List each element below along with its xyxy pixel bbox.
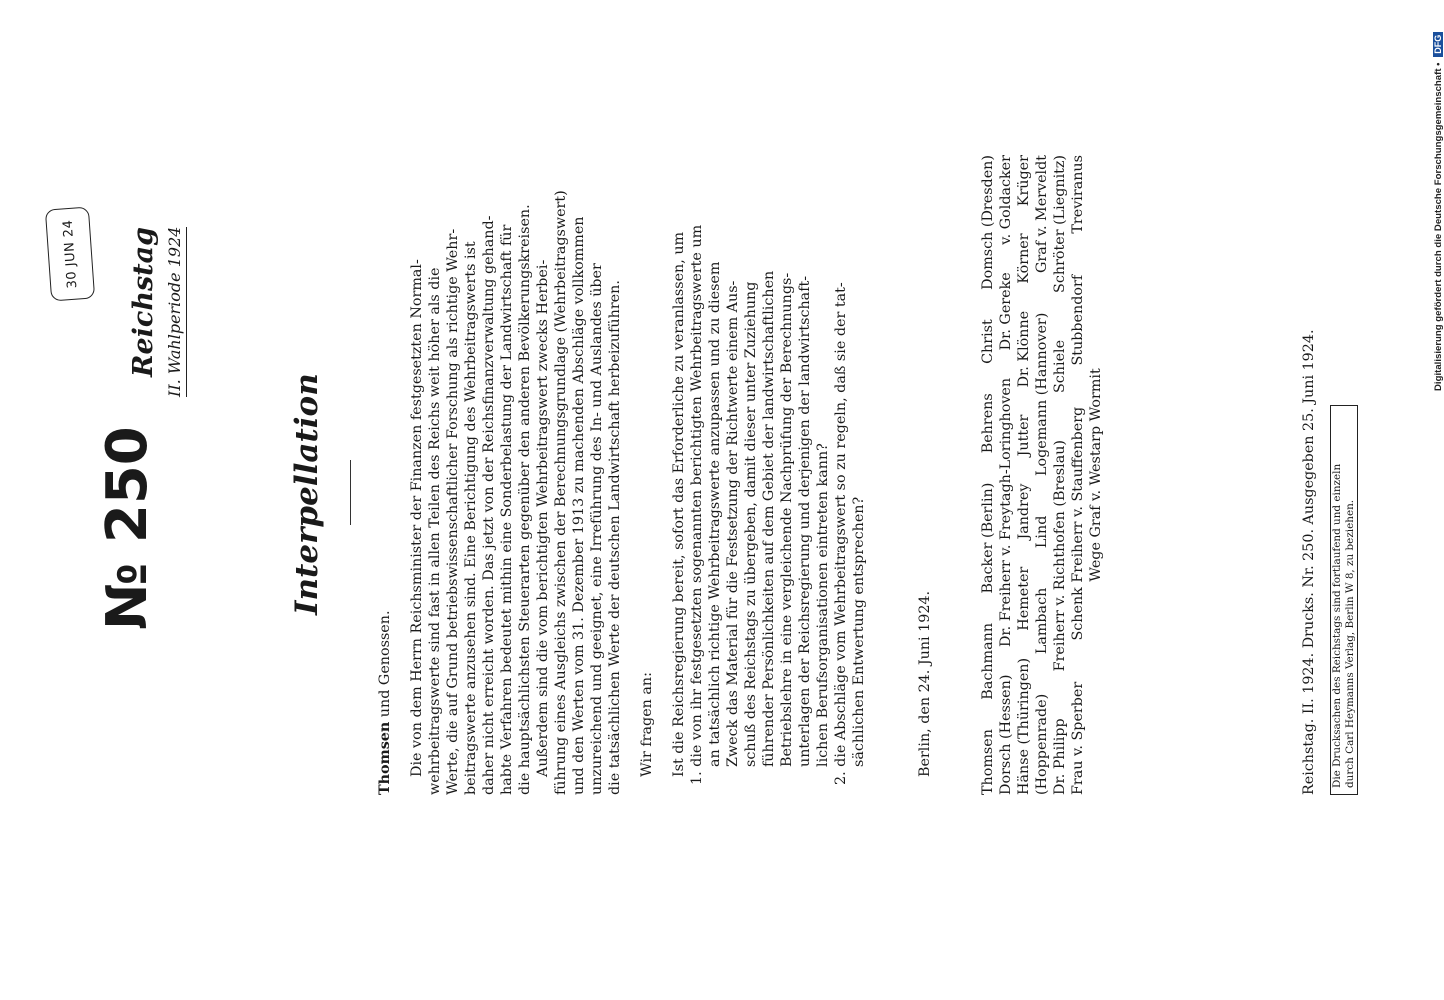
p2-line-text: Außerdem sind die vom berichtigten Wehrbeitragswert zwecks Herbei- (535, 259, 551, 777)
item1-line-text: schuß des Reichstags zu übergeben, damit dieser unter Zuziehung (743, 281, 759, 767)
signers-row (998, 155, 1014, 795)
title-rule (350, 460, 351, 525)
received-stamp (45, 207, 95, 302)
signer-name: Jandrey (1016, 483, 1032, 540)
footer-box (1330, 405, 1358, 795)
p2-line-text: die tatsächlichen Werte der deutschen Landwirtschaft herbeizuführen. (607, 280, 623, 795)
signer-name: Dr. Klönne (1016, 310, 1032, 388)
item1-line (707, 155, 723, 767)
document-title: Interpellation (289, 373, 325, 615)
p2-line (553, 155, 569, 795)
signers-row (1034, 155, 1050, 795)
signer-name: Schiele (1052, 339, 1068, 393)
question-line (671, 155, 687, 777)
item1-line (743, 155, 759, 767)
item1-line-text: Betriebslehre in eine vergleichende Nachprüfung der Berechnungs- (779, 272, 795, 767)
p2-line (571, 155, 587, 795)
item1-line (815, 443, 831, 767)
signer-name: Lind (1034, 515, 1050, 549)
sidebar-caption (1418, 8, 1444, 398)
signer-name: Körner (1016, 233, 1032, 284)
p1-line (481, 155, 497, 795)
signer-name: Thomsen (980, 729, 996, 795)
scanned-page (60, 120, 1356, 880)
item2-line (833, 155, 849, 785)
item1-line-text: unterlagen der Reichsregierung und derjenigen der landwirtschaft- (797, 275, 813, 767)
signer-name: Treviranus (1070, 155, 1086, 234)
signer-name: Stubbendorf (1070, 274, 1086, 366)
signers-row (1052, 155, 1068, 795)
signer-name: Bachmann (980, 622, 996, 700)
item1-line-text: führender Persönlichkeiten auf dem Gebiet der landwirtschaftlichen (761, 270, 777, 767)
sidebar-caption-text: Digitalisierung gefördert durch die Deutsche Forschungsgemeinschaft (1433, 68, 1444, 391)
signer-name: Hänse (Thüringen) (1016, 657, 1032, 795)
item1-line (779, 155, 795, 767)
signer-name: Frau v. Sperber (1070, 681, 1086, 795)
signer-name: Behrens (980, 393, 996, 454)
document-number: № 250 (95, 426, 160, 630)
p1-line (445, 155, 461, 795)
item1-line-text: Zweck das Material für die Festsetzung der Richtwerte einem Aus- (725, 280, 741, 767)
p1-line (463, 155, 479, 795)
signer-name: Krüger (1016, 155, 1032, 207)
signers-head (377, 611, 393, 796)
signer-name: (Hoppenrade) (1034, 693, 1050, 795)
signer-name: Dr. Gereke (998, 272, 1014, 351)
item1-line (761, 155, 777, 767)
signer-name: Dr. Philipp (1052, 718, 1068, 795)
signers-row (980, 155, 996, 795)
signer-name: Graf v. Merveldt (1034, 155, 1050, 274)
signer-name: Dr. Freiherr v. Freytagh-Loringhoven (998, 377, 1014, 648)
p1-line-text: daher nicht erreicht worden. Das jetzt von der Reichsfinanzverwaltung gehand- (481, 215, 497, 795)
signer-name: v. Goldacker (998, 155, 1014, 245)
item1-line-text: lichen Berufsorganisationen eintreten kann? (815, 443, 831, 767)
wahlperiode-label (167, 227, 183, 397)
body-text (377, 155, 1192, 795)
p2-line-text: und den Werten vom 31. Dezember 1913 zu machenden Abschläge vollkommen (571, 216, 587, 795)
p2-line-text: unzureichend und geeignet, eine Irreführung des In- und Auslandes über (589, 263, 605, 795)
item1-line-text: an tatsächlich richtige Wehrbeitragswerte anzupassen und zu diesem (707, 261, 723, 767)
signer-name: Hemeter (1016, 566, 1032, 631)
signers-row (1016, 155, 1032, 795)
p2-line (535, 155, 551, 777)
footer-box-line: durch Carl Heymanns Verlag, Berlin W 8, zu beziehen. (1344, 499, 1356, 788)
signers-row (1070, 155, 1086, 795)
signer-name: Christ (980, 319, 996, 364)
signer-name: Schröter (Liegnitz) (1052, 155, 1068, 293)
signer-name: Domsch (Dresden) (980, 155, 996, 290)
p1-line-text: Werte, die auf Grund betriebswissenschaftlicher Forschung als richtige Wehr- (445, 228, 461, 795)
dfg-logo: DFG (1433, 32, 1443, 57)
item1-line (689, 155, 705, 785)
signers-last: Wege Graf v. Westarp Wormit (1088, 368, 1104, 582)
date-line: Berlin, den 24. Juni 1924. (917, 590, 933, 777)
item2-line-text: sächlichen Entwertung entsprechen? (851, 496, 867, 767)
signer-name: Logemann (Hannover) (1034, 312, 1050, 476)
item1-line (797, 155, 813, 767)
p1-line-text: Die von dem Herrn Reichsminister der Finanzen festgesetzten Normal- (409, 259, 425, 777)
lead-signer: Thomsen (377, 721, 393, 795)
p2-line (589, 155, 605, 795)
footer-line: Reichstag. II. 1924. Drucks. Nr. 250. Ausgegeben 25. Juni 1924. (1301, 329, 1317, 795)
stamp-date: 30 JUN 24 (60, 219, 80, 289)
p1-line-text: die hauptsächlichsten Steuerarten gegenüber den anderen Bevölkerungskreisen. (517, 204, 533, 795)
signer-name: Dorsch (Hessen) (998, 674, 1014, 795)
item2-line (851, 497, 867, 767)
item1-line-text: 1. die von ihr festgesetzten sogenannten berichtigten Wehrbeitragswerte um (689, 224, 705, 785)
signer-name: Jutter (1016, 414, 1032, 457)
sidebar-separator: • (1433, 59, 1444, 69)
item1-line (725, 155, 741, 767)
p1-line (409, 155, 425, 777)
wahlperiode-text: II. Wahlperiode 1924 (165, 227, 187, 397)
p1-line (427, 155, 443, 795)
p2-line-text: führung eines Ausgleichs zwischen der Berechnungsgrundlage (Wehrbeitragswert) (553, 190, 569, 795)
p1-line (517, 204, 533, 795)
lead-signer-rest: und Genossen. (377, 610, 393, 718)
p1-line-text: beitragswerte anzusehen sind. Eine Berichtigung des Wehrbeitragswerts ist (463, 241, 479, 795)
reichstag-heading: Reichstag (128, 227, 159, 377)
p2-line (607, 280, 623, 795)
signer-name: Schenk Freiherr v. Stauffenberg (1070, 406, 1086, 641)
question-text: Ist die Reichsregierung bereit, sofort das Erforderliche zu veranlassen, um (671, 231, 687, 777)
p1-line (499, 155, 515, 795)
p1-line-text: habte Verfahren bedeutet mithin eine Sonderbelastung der Landwirtschaft für (499, 224, 515, 795)
signer-name: Freiherr v. Richthofen (Breslau) (1052, 439, 1068, 672)
item2-line-text: 2. die Abschläge vom Wehrbeitragswert so zu regeln, daß sie der tat- (833, 282, 849, 785)
signer-name: Lambach (1034, 587, 1050, 655)
p1-line-text: wehrbeitragswerte sind fast in allen Teilen des Reichs weit höher als die (427, 267, 443, 795)
question-intro: Wir fragen an: (639, 672, 655, 777)
signer-name: Backer (Berlin) (980, 482, 996, 594)
footer-box-line: Die Drucksachen des Reichstags sind fortlaufend und einzeln (1331, 463, 1343, 788)
